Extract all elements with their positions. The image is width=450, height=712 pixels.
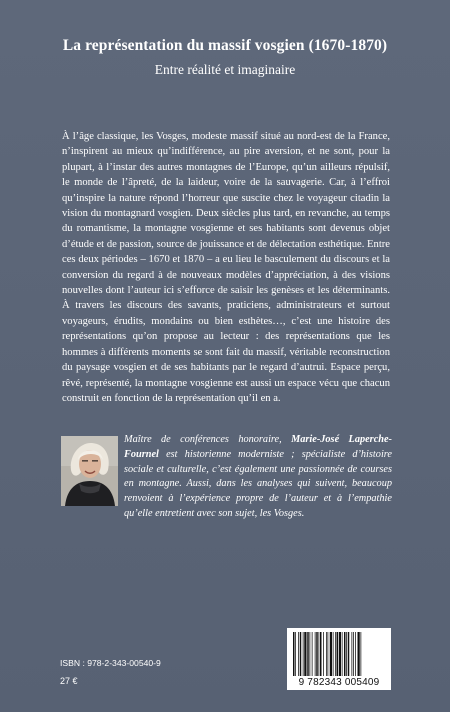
barcode-bar xyxy=(328,632,329,676)
isbn-number: ISBN : 978-2-343-00540-9 xyxy=(60,658,161,668)
barcode-digits: 9 782343 005409 xyxy=(298,677,380,688)
barcode-bar xyxy=(323,632,324,676)
barcode-bar xyxy=(348,632,350,676)
author-portrait-image xyxy=(61,436,118,506)
barcode-bar xyxy=(300,632,302,676)
barcode-bar xyxy=(304,632,306,676)
barcode-bar xyxy=(307,632,309,676)
barcode-bar xyxy=(342,632,343,676)
barcode-bar xyxy=(358,632,360,676)
barcode-bar xyxy=(312,632,313,676)
barcode-bar xyxy=(310,632,311,676)
barcode-bar xyxy=(353,632,354,676)
barcode-bar xyxy=(361,632,362,676)
barcode-bar xyxy=(320,632,322,676)
book-subtitle: Entre réalité et imaginaire xyxy=(154,62,296,77)
barcode-bar xyxy=(344,632,346,676)
author-name: Marie-José Laperche-Fournel xyxy=(124,434,392,460)
barcode-bars-image xyxy=(291,632,387,676)
barcode-bar xyxy=(333,632,334,676)
barcode-bar xyxy=(293,632,295,676)
barcode-bar xyxy=(352,632,353,676)
barcode-bar xyxy=(346,632,347,676)
barcode-bar xyxy=(316,632,318,676)
price: 27 € xyxy=(60,676,78,686)
barcode-bar xyxy=(295,632,296,676)
barcode-bar xyxy=(335,632,336,676)
barcode-bar xyxy=(355,632,356,676)
author-bio-rest: est historienne moderniste ; spécialiste d’histoire sociale et culturelle, c’est également une passionnée de courses en montagne. Aussi, dans les analyses qui suivent, beaucoup renvoient à l’expérience propre de l’auteur et à l’empathie qu’elle entretient avec son sujet, les Vosges. xyxy=(124,448,392,519)
barcode-bar xyxy=(339,632,341,676)
barcode-bar xyxy=(298,632,299,676)
barcode-bar xyxy=(337,632,339,676)
barcode-bar xyxy=(326,632,327,676)
barcode-bar xyxy=(303,632,304,676)
barcode xyxy=(287,628,391,690)
author-bio xyxy=(124,433,392,522)
author-bio-intro: Maître de conférences honoraire, xyxy=(124,434,292,445)
barcode-bar xyxy=(330,632,332,676)
barcode-bar xyxy=(315,632,316,676)
author-photo xyxy=(61,436,118,506)
book-title: La représentation du massif vosgien (1670-1870) xyxy=(62,37,388,54)
barcode-bar xyxy=(319,632,320,676)
book-summary: À l’âge classique, les Vosges, modeste massif situé au nord-est de la France, n’inspirent au mieux qu’indifférence, au pire aversion, et ne sont, pour la plupart, à l’instar des autres montagnes de l’Europe, qu’un ailleurs répulsif, le monde de l’âpreté, de la laideur, voire de la sauvagerie. Car, à l’effroi qu’inspire la nature répond l’horreur que suscite chez le voyageur citadin la vision du montagnard vosgien. Deux siècles plus tard, en revanche, au temps du romantisme, la montagne vosgienne et ses habitants sont devenus objet d’étude et de passion, source de jouissance et de délectation esthétique. Entre ces deux périodes – 1670 et 1870 – a eu lieu le basculement du discours et la conversion du regard à de nouveaux modèles d’appréciation, à des visions nouvelles dont l’auteur ici s’efforce de saisir les genèses et les déterminants. À travers les discours des savants, praticiens, administrateurs et surtout voyageurs, érudits, mondains ou bien esthètes…, c’est une histoire des représentations qu’on propose au lecteur : des représentations que les hommes à différents moments se sont fait du massif, véritable reconstruction du paysage vosgien et de ses habitants par le regard d’autrui. Espace perçu, rêvé, représenté, la montagne vosgienne est aussi un espace vécu que chacun construit en fonction de la représentation qu’il en a. xyxy=(62,131,390,404)
